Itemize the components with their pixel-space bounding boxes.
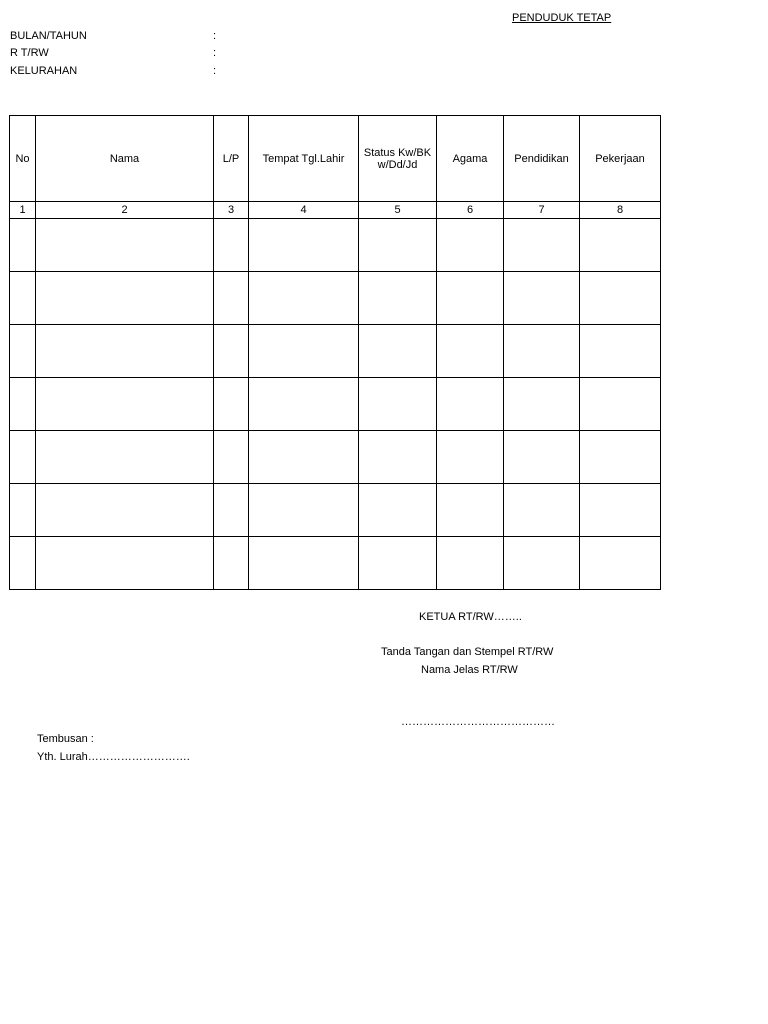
table-row (10, 378, 661, 431)
table-cell (249, 378, 359, 431)
header-status: Status Kw/BKw/Dd/Jd (359, 116, 437, 202)
table-cell (504, 431, 580, 484)
table-cell (10, 537, 36, 590)
info-colon: : (213, 65, 217, 77)
table-row (10, 484, 661, 537)
header-lp: L/P (214, 116, 249, 202)
header-pekerjaan: Pekerjaan (580, 116, 661, 202)
table-row (10, 219, 661, 272)
column-number: 3 (214, 202, 249, 219)
table-cell (214, 325, 249, 378)
table-row (10, 325, 661, 378)
table-cell (214, 537, 249, 590)
table-row (10, 537, 661, 590)
table-cell (580, 431, 661, 484)
table-cell (10, 325, 36, 378)
info-colon: : (213, 47, 217, 59)
table-cell (214, 431, 249, 484)
table-cell (359, 484, 437, 537)
table-cell (437, 325, 504, 378)
table-cell (249, 431, 359, 484)
column-number-row (10, 202, 661, 219)
info-label-kelurahan: KELURAHAN (10, 65, 78, 77)
table-cell (504, 325, 580, 378)
table-cell (36, 537, 214, 590)
table-cell (437, 272, 504, 325)
header-tempat-tgl-lahir: Tempat Tgl.Lahir (249, 116, 359, 202)
table-cell (580, 484, 661, 537)
tembusan-label: Tembusan : (37, 733, 94, 745)
table-cell (504, 272, 580, 325)
column-number: 5 (359, 202, 437, 219)
table-cell (580, 272, 661, 325)
info-label-rt-rw: R T/RW (10, 47, 49, 59)
table-cell (437, 378, 504, 431)
table-cell (437, 537, 504, 590)
header-agama: Agama (437, 116, 504, 202)
table-cell (359, 325, 437, 378)
table-cell (36, 431, 214, 484)
column-number: 7 (504, 202, 580, 219)
table-cell (10, 484, 36, 537)
table-cell (580, 219, 661, 272)
table-cell (249, 219, 359, 272)
table-cell (214, 378, 249, 431)
table-cell (437, 431, 504, 484)
table-cell (359, 272, 437, 325)
table-cell (10, 378, 36, 431)
column-number: 8 (580, 202, 661, 219)
table-header-row (10, 116, 661, 202)
table-cell (437, 219, 504, 272)
table-cell (10, 272, 36, 325)
table-cell (36, 219, 214, 272)
signature-instruction: Tanda Tangan dan Stempel RT/RW (381, 646, 554, 658)
table-cell (214, 484, 249, 537)
header-nama: Nama (36, 116, 214, 202)
table-cell (504, 378, 580, 431)
table-cell (214, 219, 249, 272)
header-pendidikan: Pendidikan (504, 116, 580, 202)
table-cell (580, 537, 661, 590)
table-cell (580, 378, 661, 431)
document-title: PENDUDUK TETAP (512, 12, 612, 24)
table-cell (437, 484, 504, 537)
table-cell (249, 484, 359, 537)
table-cell (580, 325, 661, 378)
signature-name-label: Nama Jelas RT/RW (421, 664, 518, 676)
table-cell (504, 219, 580, 272)
table-row (10, 272, 661, 325)
table-cell (249, 272, 359, 325)
table-row (10, 431, 661, 484)
table-cell (359, 378, 437, 431)
info-colon: : (213, 30, 217, 42)
table-cell (36, 484, 214, 537)
column-number: 4 (249, 202, 359, 219)
table-cell (359, 537, 437, 590)
table-cell (10, 431, 36, 484)
header-no: No (10, 116, 36, 202)
table-cell (36, 378, 214, 431)
column-number: 6 (437, 202, 504, 219)
resident-table (9, 115, 661, 590)
info-label-bulan-tahun: BULAN/TAHUN (10, 30, 87, 42)
signature-line: …………………………………… (401, 716, 555, 728)
table-cell (504, 484, 580, 537)
column-number: 1 (10, 202, 36, 219)
column-number: 2 (36, 202, 214, 219)
table-cell (214, 272, 249, 325)
table-cell (249, 537, 359, 590)
table-cell (36, 272, 214, 325)
tembusan-recipient: Yth. Lurah………………………. (37, 751, 190, 763)
signature-role: KETUA RT/RW…….. (419, 611, 522, 623)
table-cell (249, 325, 359, 378)
table-cell (504, 537, 580, 590)
table-cell (36, 325, 214, 378)
table-cell (10, 219, 36, 272)
table-cell (359, 431, 437, 484)
table-cell (359, 219, 437, 272)
